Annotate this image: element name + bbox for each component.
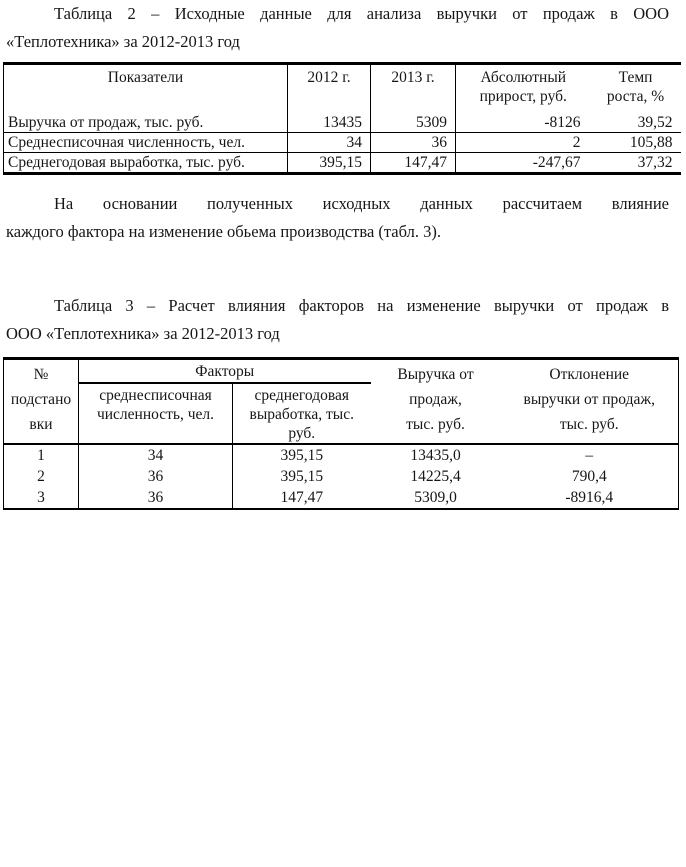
table3-header-deviation [501,359,679,445]
header-line: среднесписочная [99,387,212,404]
table3-header-row-1 [4,359,679,384]
revenue-value: 5309,0 [414,488,457,506]
header-line: тыс. руб. [559,416,619,433]
header-line: среднегодовая [254,387,349,404]
header-line: тыс. руб. [406,416,465,433]
table3-header-factors: Факторы [79,359,371,384]
substitution-number: 3 [4,487,79,509]
absolute-growth-value: 2 [456,133,591,153]
headcount-value: 36 [79,487,233,509]
header-line: Темп [618,69,653,86]
caption-line: ООО «Теплотехника» за 2012-2013 год [6,324,280,343]
output-value: 395,15 [280,446,324,464]
table3-header-output [233,383,371,444]
table2-header-row [4,64,681,114]
table2-header-absolute-growth [456,64,591,114]
header-line: вки [29,416,53,433]
table-row [4,487,679,509]
header-line: № [33,366,49,383]
value-2013: 36 [371,133,456,153]
deviation-value: 790,4 [571,467,607,485]
header-line: продаж, [409,391,462,408]
headcount-value: 34 [79,444,233,466]
header-line: прирост, руб. [479,88,567,105]
table3-caption [6,292,669,348]
paragraph-line: На основании полученных исходных данных рассчитаем влияние [54,194,669,213]
table3-factor-analysis [3,357,679,510]
header-line: выработка, тыс. [249,406,354,423]
table-row [4,133,681,153]
table2-header-year-2013: 2013 г. [371,64,456,114]
paragraph-line: каждого фактора на изменение обьема производства (табл. 3). [6,222,441,241]
header-line: численность, чел. [96,406,215,423]
table3-header-substitution-number [4,359,79,445]
revenue-value: 13435,0 [410,446,461,464]
table2-initial-data [3,62,681,175]
table3-header-revenue [371,359,501,445]
header-line: руб. [288,425,316,442]
caption-line: Таблица 2 – Исходные данные для анализа выручки от продаж в ООО [54,4,669,23]
value-2012: 13435 [288,113,371,133]
output-value: 395,15 [280,467,324,485]
header-line: Выручка от [397,366,474,383]
header-line: выручки от продаж, [523,391,655,408]
growth-rate-value: 37,32 [637,153,673,171]
indicator-label: Среднесписочная численность, чел. [4,133,288,153]
header-line: Отклонение [549,366,630,383]
table2-caption [6,0,669,56]
revenue-value: 14225,4 [410,467,461,485]
header-line: подстано [10,391,72,408]
output-value: 147,47 [280,488,324,506]
value-2013: 147,47 [371,153,456,174]
indicator-label: Среднегодовая выработка, тыс. руб. [4,153,288,174]
value-2012: 34 [288,133,371,153]
table2-header-year-2012: 2012 г. [288,64,371,114]
deviation-value: -8916,4 [565,488,614,506]
value-2012: 395,15 [288,153,371,174]
substitution-number: 1 [4,444,79,466]
header-line: роста, % [606,88,665,105]
table-row [4,444,679,466]
table2-header-growth-rate [591,64,681,114]
headcount-value: 36 [79,466,233,487]
table-row [4,466,679,487]
table-row [4,153,681,174]
absolute-growth-value: -247,67 [532,153,581,171]
table2-header-indicators: Показатели [4,64,288,114]
table-row [4,113,681,133]
growth-rate-value: 39,52 [591,113,681,133]
header-line: Абсолютный [480,69,567,86]
table3-header-headcount [79,383,233,444]
caption-line: «Теплотехника» за 2012-2013 год [6,32,240,51]
indicator-label: Выручка от продаж, тыс. руб. [4,113,288,133]
body-paragraph [6,190,669,246]
growth-rate-value: 105,88 [591,133,681,153]
deviation-value: – [585,446,594,464]
value-2013: 5309 [371,113,456,133]
caption-line: Таблица 3 – Расчет влияния факторов на изменение выручки от продаж в [54,296,669,315]
absolute-growth-value: -8126 [456,113,591,133]
substitution-number: 2 [4,466,79,487]
